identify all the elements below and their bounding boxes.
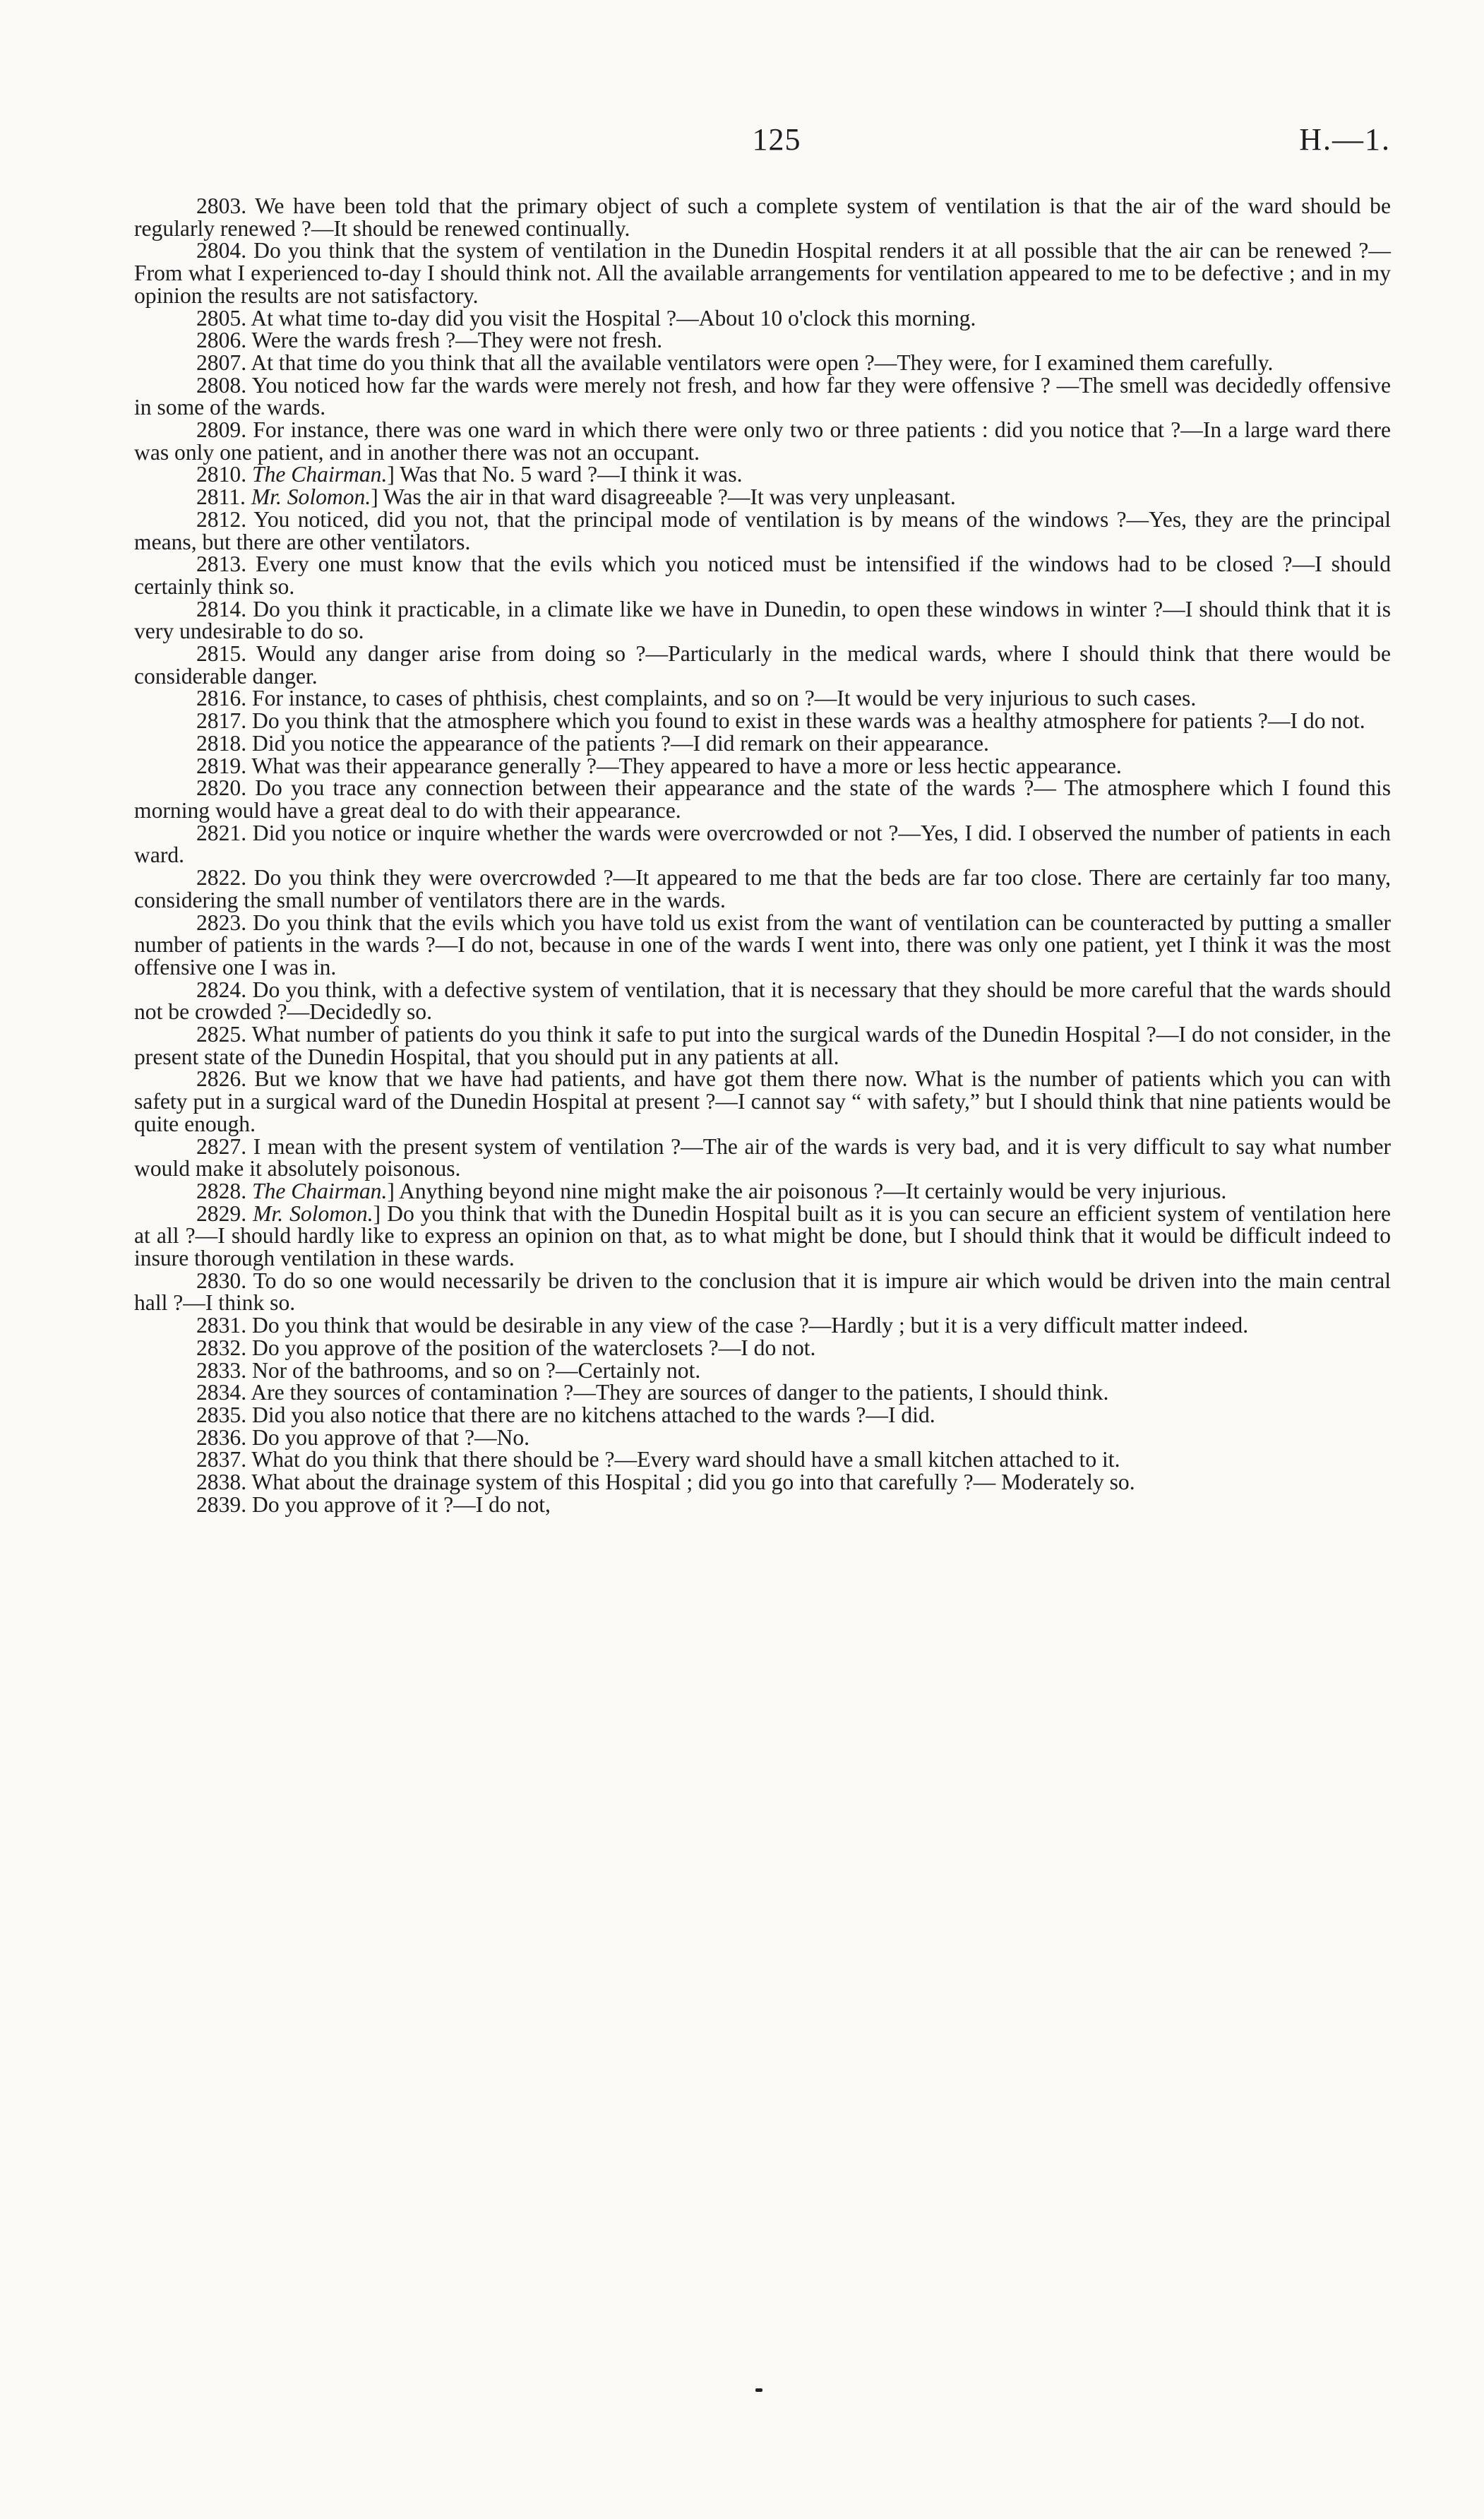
paragraph-text: What do you think that there should be ?—Every ward should have a small kitchen attached to it. <box>251 1447 1120 1472</box>
question-number: 2805. <box>196 305 247 330</box>
evidence-paragraph <box>134 352 1391 374</box>
paragraph-text: Do you think that the evils which you have told us exist from the want of ventilation can be counteracted by putting a smaller number of patients in the wards ?—I do not, because in one of the wards I went into, there was only one patient, yet I think it was the most offensive one I was in. <box>134 910 1391 979</box>
evidence-paragraph <box>134 419 1391 463</box>
speaker-name: Mr. Solomon. <box>251 484 371 510</box>
question-number: 2827. <box>196 1133 247 1159</box>
evidence-paragraph <box>134 1023 1391 1068</box>
paragraph-text: Would any danger arise from doing so ?—Particularly in the medical wards, where I should think that there would be considerable danger. <box>134 641 1392 689</box>
evidence-paragraph <box>134 1314 1391 1337</box>
paragraph-text: Nor of the bathrooms, and so on ?—Certainly not. <box>252 1357 701 1383</box>
evidence-paragraph <box>134 822 1391 867</box>
question-number: 2837. <box>196 1447 247 1472</box>
evidence-paragraph: 2829. Mr. Solomon.] Do you think that with the Dunedin Hospital built as it is you can secure an efficient system of ventilation here at all ?—I should hardly like to express an opinion on that, as to what might be done, but I should think that it would be difficult indeed to insure thorough ventilation in these wards. <box>134 1201 1391 1271</box>
paragraph-text: Were the wards fresh ?—They were not fresh. <box>251 328 663 353</box>
paragraph-text: What number of patients do you think it safe to put into the surgical wards of the Dunedin Hospital ?—I do not consider, in the present state of the Dunedin Hospital, that you should put in any patients at all. <box>134 1022 1391 1069</box>
evidence-text <box>134 195 1391 1515</box>
question-number: 2832. <box>196 1335 247 1360</box>
paragraph-text: Are they sources of contamination ?—They are sources of danger to the patients, I should think. <box>251 1380 1109 1405</box>
question-number: 2816. <box>196 686 247 711</box>
question-number: 2811. <box>196 484 246 510</box>
question-number: 2831. <box>196 1313 247 1338</box>
paragraph-text: Do you think, with a defective system of ventilation, that it is necessary that they should be more careful that the wards should not be crowded ?—Decidedly so. <box>134 977 1391 1025</box>
question-number: 2836. <box>196 1424 247 1450</box>
speaker-name: Mr. Solomon. <box>253 1201 373 1226</box>
evidence-paragraph <box>134 553 1391 597</box>
paragraph-text: But we know that we have had patients, and have got them there now. What is the number of patients which you can with safety put in a surgical ward of the Dunedin Hospital at present ?—I cannot say “ with safety,” but I should think that nine patients would be quite enough. <box>134 1066 1391 1136</box>
paragraph-text: I mean with the present system of ventilation ?—The air of the wards is very bad, and it is very difficult to say what number would make it absolutely poisonous. <box>134 1133 1392 1181</box>
evidence-paragraph <box>134 643 1391 687</box>
question-number: 2813. <box>196 552 247 577</box>
question-number: 2819. <box>196 753 247 778</box>
evidence-paragraph <box>134 1133 1392 1181</box>
paragraph-text: At that time do you think that all the available ventilators were open ?—They were, for I examined them carefully. <box>251 350 1274 375</box>
evidence-paragraph <box>134 1404 1391 1427</box>
evidence-paragraph <box>134 710 1391 732</box>
evidence-paragraph <box>134 777 1391 821</box>
question-number: 2803. <box>196 193 247 218</box>
question-number: 2814. <box>196 596 247 621</box>
question-number: 2812. <box>196 506 247 532</box>
evidence-paragraph <box>134 374 1391 419</box>
paragraph-text: Anything beyond nine might make the air poisonous ?—It certainly would be very injurious. <box>399 1178 1227 1203</box>
question-number: 2822. <box>196 865 247 891</box>
question-number: 2835. <box>196 1402 247 1427</box>
question-number: 2824. <box>196 977 247 1002</box>
evidence-paragraph <box>134 195 1391 239</box>
paragraph-text: Do you trace any connection between their appearance and the state of the wards ?— The atmosphere which I found this morning would have a great deal to do with their appearance. <box>134 775 1391 823</box>
evidence-paragraph <box>134 508 1391 553</box>
question-number: 2839. <box>196 1491 247 1517</box>
paragraph-text: You noticed, did you not, that the principal mode of ventilation is by means of the windows ?—Yes, they are the principal means, but there are other ventilators. <box>134 506 1392 554</box>
evidence-paragraph <box>134 307 1391 330</box>
question-number: 2820. <box>196 775 247 801</box>
evidence-paragraph: 2828. The Chairman.] Anything beyond nine might make the air poisonous ?—It certainly would be very injurious. <box>196 1178 1227 1203</box>
evidence-paragraph <box>134 1068 1391 1135</box>
evidence-paragraph: 2810. The Chairman.] Was that No. 5 ward ?—I think it was. <box>196 462 743 487</box>
question-number: 2818. <box>196 730 247 756</box>
question-number: 2826. <box>196 1066 247 1092</box>
question-number: 2825. <box>196 1022 247 1047</box>
paragraph-text: Was that No. 5 ward ?—I think it was. <box>400 462 743 487</box>
question-number: 2808. <box>196 372 247 398</box>
evidence-paragraph <box>134 239 1391 306</box>
evidence-paragraph <box>134 329 1391 352</box>
paragraph-text: Did you notice the appearance of the patients ?—I did remark on their appearance. <box>252 730 989 756</box>
paragraph-text: Was the air in that ward disagreeable ?—It was very unpleasant. <box>383 484 956 510</box>
paragraph-text: At what time to-day did you visit the Hospital ?—About 10 o'clock this morning. <box>251 305 976 330</box>
paragraph-text: You noticed how far the wards were merely not fresh, and how far they were offensive ? —The smell was decidedly offensive in some of the wards. <box>134 372 1391 420</box>
paragraph-text: To do so one would necessarily be driven to the conclusion that it is impure air which would be driven into the main central hall ?—I think so. <box>134 1268 1392 1316</box>
evidence-paragraph <box>134 1491 1391 1517</box>
paragraph-text: Every one must know that the evils which you noticed must be intensified if the windows had to be closed ?—I should certainly think so. <box>134 552 1391 599</box>
paragraph-text: Do you think that with the Dunedin Hospital built as it is you can secure an efficient system of ventilation here at all ?—I should hardly like to express an opinion on that, as to what might be done, but I should think that it would be difficult indeed to insure thorough ventilation in these wards. <box>134 1201 1391 1271</box>
evidence-paragraph <box>134 1381 1391 1404</box>
paragraph-text: Do you think that would be desirable in any view of the case ?—Hardly ; but it is a very difficult matter indeed. <box>252 1313 1249 1338</box>
question-number: 2823. <box>196 910 247 935</box>
paragraph-text: Do you think that the atmosphere which you found to exist in these wards was a healthy atmosphere for patients ?—I do not. <box>252 708 1365 734</box>
evidence-paragraph <box>134 598 1391 643</box>
evidence-paragraph <box>134 867 1391 911</box>
paragraph-text: For instance, to cases of phthisis, chest complaints, and so on ?—It would be very injurious to such cases. <box>252 686 1197 711</box>
question-number: 2815. <box>196 641 247 667</box>
evidence-paragraph <box>134 979 1391 1023</box>
question-number: 2838. <box>196 1470 247 1495</box>
document-reference: H.—1. <box>1299 122 1391 157</box>
question-number: 2804. <box>196 238 247 263</box>
evidence-paragraph <box>134 912 1391 979</box>
question-number: 2834. <box>196 1380 247 1405</box>
paragraph-text: What was their appearance generally ?—They appeared to have a more or less hectic appearance. <box>251 753 1122 778</box>
paragraph-text: Did you notice or inquire whether the wards were overcrowded or not ?—Yes, I did. I observed the number of patients in each ward. <box>134 820 1391 868</box>
evidence-paragraph <box>134 1424 1391 1450</box>
paragraph-text: Do you approve of it ?—I do not, <box>252 1491 551 1517</box>
page-number: 125 <box>752 122 801 157</box>
paragraph-text: Did you also notice that there are no kitchens attached to the wards ?—I did. <box>252 1402 935 1427</box>
evidence-paragraph <box>134 687 1391 710</box>
evidence-paragraph <box>134 1448 1391 1471</box>
evidence-paragraph <box>134 1359 1391 1382</box>
evidence-paragraph <box>134 1337 1391 1359</box>
paragraph-text: Do you think it practicable, in a climate like we have in Dunedin, to open these windows in winter ?—I should think that it is very undesirable to do so. <box>134 596 1391 644</box>
question-number: 2829. <box>196 1201 247 1226</box>
evidence-paragraph: 2811. Mr. Solomon.] Was the air in that ward disagreeable ?—It was very unpleasant. <box>196 484 956 510</box>
question-number: 2817. <box>196 708 247 734</box>
paragraph-text: What about the drainage system of this Hospital ; did you go into that carefully ?— Moderately so. <box>251 1470 1135 1495</box>
question-number: 2810. <box>196 462 247 487</box>
question-number: 2807. <box>196 350 247 375</box>
paragraph-text: Do you think they were overcrowded ?—It appeared to me that the beds are far too close. There are certainly far too many, considering the small number of ventilators there are in the wards. <box>134 865 1391 912</box>
paragraph-text: For instance, there was one ward in which there were only two or three patients : did you notice that ?—In a large ward there was only one patient, and in another there was not an occupant. <box>134 417 1391 465</box>
speaker-name: The Chairman. <box>252 1178 388 1203</box>
evidence-paragraph <box>134 1471 1391 1494</box>
question-number: 2830. <box>196 1268 247 1293</box>
speaker-name: The Chairman. <box>252 462 388 487</box>
paragraph-text: We have been told that the primary object of such a complete system of ventilation is that the air of the ward should be regularly renewed ?—It should be renewed continually. <box>134 193 1391 241</box>
evidence-paragraph <box>134 755 1391 778</box>
question-number: 2821. <box>196 820 247 845</box>
question-number: 2806. <box>196 328 247 353</box>
paragraph-text: Do you think that the system of ventilation in the Dunedin Hospital renders it at all possible that the air can be renewed ?—From what I experienced to-day I should think not. All the available arrangements for ventilation appeared to me to be defective ; and in my opinion the results are not satisfactory. <box>134 238 1391 308</box>
question-number: 2833. <box>196 1357 247 1383</box>
question-number: 2828. <box>196 1178 247 1203</box>
paragraph-text: Do you approve of the position of the waterclosets ?—I do not. <box>252 1335 816 1360</box>
evidence-paragraph <box>134 732 1391 755</box>
ink-mark <box>755 2388 762 2392</box>
evidence-paragraph <box>134 1270 1391 1314</box>
paragraph-text: Do you approve of that ?—No. <box>252 1424 530 1450</box>
question-number: 2809. <box>196 417 247 443</box>
